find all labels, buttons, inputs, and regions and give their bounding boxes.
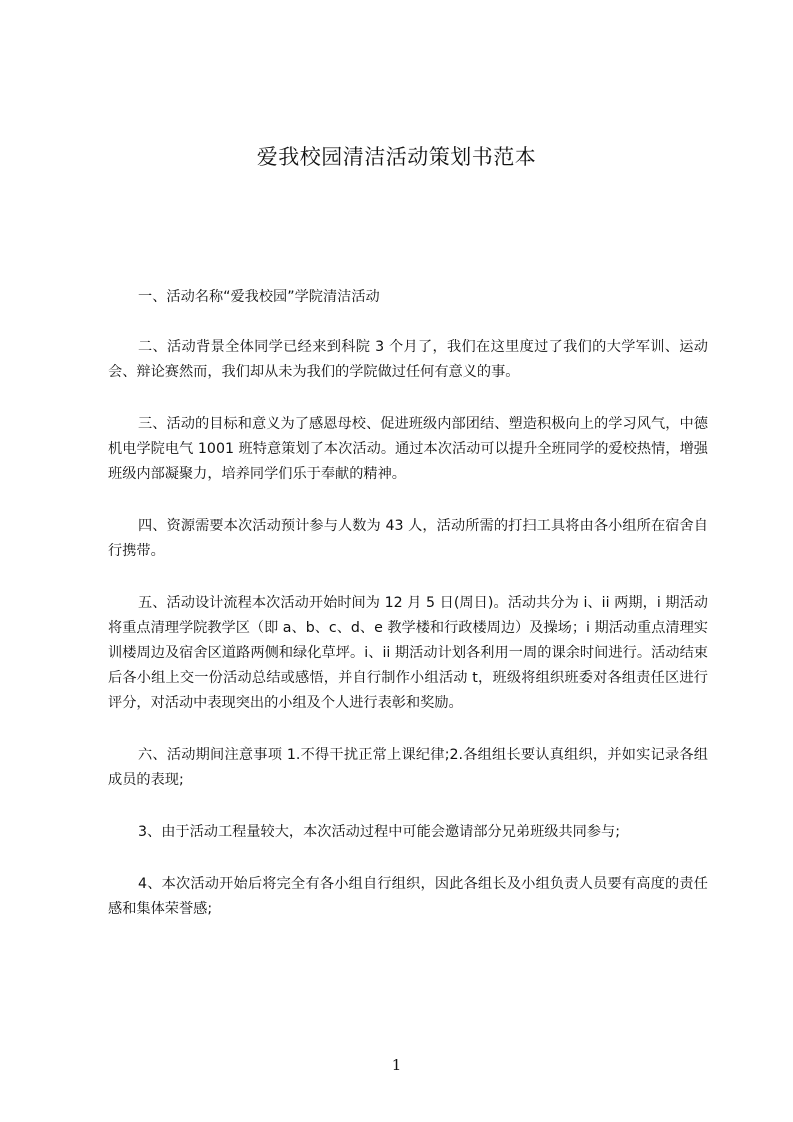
document-body: [108, 285, 708, 949]
document-title: 爱我校园清洁活动策划书范本: [256, 145, 537, 169]
paragraph-note-3: 3、由于活动工程量较大，本次活动过程中可能会邀请部分兄弟班级共同参与;: [138, 824, 620, 840]
paragraph-note-4: 4、本次活动开始后将完全有各小组自行组织，因此各组长及小组负责人员要有高度的责任感和集体荣誉感;: [108, 876, 708, 917]
paragraph-goals: 三、活动的目标和意义为了感恩母校、促进班级内部团结、塑造积极向上的学习风气，中德机电学院电气 1001 班特意策划了本次活动。通过本次活动可以提升全班同学的爱校热情，增强班级内部凝聚力，培养同学们乐于奉献的精神。: [108, 416, 708, 482]
page-number: 1: [391, 1056, 402, 1074]
paragraph-notes: 六、活动期间注意事项 1.不得干扰正常上课纪律;2.各组组长要认真组织，并如实记录各组成员的表现;: [108, 747, 708, 788]
paragraph-background: 二、活动背景全体同学已经来到科院 3 个月了，我们在这里度过了我们的大学军训、运动会、辩论赛然而，我们却从未为我们的学院做过任何有意义的事。: [108, 339, 708, 380]
paragraph-process: 五、活动设计流程本次活动开始时间为 12 月 5 日(周日)。活动共分为 i、ii 两期，i 期活动将重点清理学院教学区（即 a、b、c、d、e 教学楼和行政楼周边）及操场；i 期活动重点清理实训楼周边及宿舍区道路两侧和绿化草坪。i、ii 期活动计划各利用一周的课余时间进行。活动结束后各小组上交一份活动总结或感悟，并自行制作小组活动 t，班级将组织班委对各组责任区进行评分，对活动中表现突出的小组及个人进行表彰和奖励。: [108, 595, 708, 711]
paragraph-resources: 四、资源需要本次活动预计参与人数为 43 人，活动所需的打扫工具将由各小组所在宿舍自行携带。: [108, 518, 708, 559]
paragraph-activity-name: 一、活动名称“爱我校园”学院清洁活动: [138, 289, 380, 305]
